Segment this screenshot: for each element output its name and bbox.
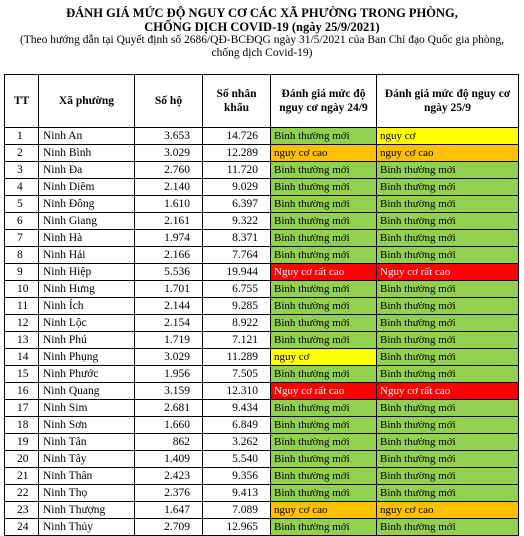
column-header-tt: TT	[5, 75, 39, 128]
households-cell: 2.166	[135, 247, 203, 264]
table-row	[5, 213, 519, 230]
row-number-cell: 14	[5, 349, 39, 366]
row-number-cell: 17	[5, 400, 39, 417]
ward-name-cell: Ninh Hải	[39, 247, 135, 264]
households-cell: 2.709	[135, 519, 203, 536]
population-cell: 7.505	[203, 366, 271, 383]
population-cell: 9.413	[203, 485, 271, 502]
row-number-cell: 6	[5, 213, 39, 230]
households-cell: 2.423	[135, 468, 203, 485]
population-cell: 8.371	[203, 230, 271, 247]
ward-name-cell: Ninh Phú	[39, 332, 135, 349]
population-cell: 8.922	[203, 315, 271, 332]
households-cell: 3.029	[135, 349, 203, 366]
ward-name-cell: Ninh Hà	[39, 230, 135, 247]
assessment-25-9-cell: Bình thường mới	[377, 451, 519, 468]
population-cell: 12.310	[203, 383, 271, 400]
table-row	[5, 502, 519, 519]
ward-name-cell: Ninh Diêm	[39, 179, 135, 196]
ward-name-cell: Ninh Giang	[39, 213, 135, 230]
table-row	[5, 519, 519, 536]
table-row	[5, 247, 519, 264]
ward-name-cell: Ninh Phước	[39, 366, 135, 383]
households-cell: 3.653	[135, 128, 203, 145]
assessment-24-9-cell: Bình thường mới	[271, 519, 377, 536]
assessment-25-9-cell: Bình thường mới	[377, 366, 519, 383]
households-cell: 1.974	[135, 230, 203, 247]
table-row	[5, 162, 519, 179]
ward-name-cell: Ninh Đa	[39, 162, 135, 179]
households-cell: 1.719	[135, 332, 203, 349]
assessment-25-9-cell: Bình thường mới	[377, 468, 519, 485]
table-row	[5, 315, 519, 332]
population-cell: 14.726	[203, 128, 271, 145]
assessment-25-9-cell: nguy cơ cao	[377, 502, 519, 519]
households-cell: 2.681	[135, 400, 203, 417]
ward-name-cell: Ninh Ích	[39, 298, 135, 315]
column-header-assessment-24-9: Đánh giá mức độ nguy cơ ngày 24/9	[271, 75, 377, 128]
table-row	[5, 468, 519, 485]
row-number-cell: 23	[5, 502, 39, 519]
table-row	[5, 349, 519, 366]
assessment-24-9-cell: Bình thường mới	[271, 417, 377, 434]
assessment-24-9-cell: Bình thường mới	[271, 196, 377, 213]
assessment-24-9-cell: Bình thường mới	[271, 366, 377, 383]
column-header-ward: Xã phường	[39, 75, 135, 128]
households-cell: 862	[135, 434, 203, 451]
assessment-24-9-cell: Bình thường mới	[271, 315, 377, 332]
assessment-25-9-cell: Bình thường mới	[377, 434, 519, 451]
population-cell: 3.262	[203, 434, 271, 451]
households-cell: 1.610	[135, 196, 203, 213]
assessment-24-9-cell: Bình thường mới	[271, 213, 377, 230]
row-number-cell: 24	[5, 519, 39, 536]
row-number-cell: 20	[5, 451, 39, 468]
households-cell: 2.760	[135, 162, 203, 179]
assessment-24-9-cell: Bình thường mới	[271, 281, 377, 298]
assessment-25-9-cell: nguy cơ	[377, 128, 519, 145]
row-number-cell: 21	[5, 468, 39, 485]
ward-name-cell: Ninh Thủy	[39, 519, 135, 536]
row-number-cell: 12	[5, 315, 39, 332]
assessment-25-9-cell: nguy cơ cao	[377, 145, 519, 162]
table-row	[5, 298, 519, 315]
table-row	[5, 451, 519, 468]
row-number-cell: 7	[5, 230, 39, 247]
page-subtitle: (Theo hướng dẫn tại Quyết định số 2686/QĐ-BCĐQG ngày 31/5/2021 của Ban Chỉ đạo Quốc gia phòng, chống dịch Covid-19)	[19, 34, 505, 59]
assessment-24-9-cell: Bình thường mới	[271, 485, 377, 502]
row-number-cell: 1	[5, 128, 39, 145]
population-cell: 9.322	[203, 213, 271, 230]
households-cell: 1.956	[135, 366, 203, 383]
ward-name-cell: Ninh Hiệp	[39, 264, 135, 281]
population-cell: 19.944	[203, 264, 271, 281]
assessment-24-9-cell: Bình thường mới	[271, 230, 377, 247]
row-number-cell: 2	[5, 145, 39, 162]
row-number-cell: 18	[5, 417, 39, 434]
households-cell: 2.140	[135, 179, 203, 196]
assessment-24-9-cell: Bình thường mới	[271, 247, 377, 264]
table-row	[5, 145, 519, 162]
households-cell: 5.536	[135, 264, 203, 281]
table-header-row	[5, 75, 519, 128]
table-row	[5, 332, 519, 349]
population-cell: 9.356	[203, 468, 271, 485]
ward-name-cell: Ninh Phụng	[39, 349, 135, 366]
row-number-cell: 8	[5, 247, 39, 264]
table-row	[5, 417, 519, 434]
population-cell: 9.029	[203, 179, 271, 196]
ward-name-cell: Ninh Sơn	[39, 417, 135, 434]
households-cell: 2.154	[135, 315, 203, 332]
column-header-assessment-25-9: Đánh giá mức độ nguy cơ ngày 25/9	[377, 75, 519, 128]
assessment-24-9-cell: Bình thường mới	[271, 468, 377, 485]
population-cell: 6.397	[203, 196, 271, 213]
row-number-cell: 3	[5, 162, 39, 179]
ward-name-cell: Ninh Quang	[39, 383, 135, 400]
households-cell: 3.159	[135, 383, 203, 400]
row-number-cell: 5	[5, 196, 39, 213]
ward-name-cell: Ninh Thượng	[39, 502, 135, 519]
row-number-cell: 22	[5, 485, 39, 502]
table-row	[5, 128, 519, 145]
households-cell: 1.660	[135, 417, 203, 434]
population-cell: 9.285	[203, 298, 271, 315]
page-title-line-1: ĐÁNH GIÁ MỨC ĐỘ NGUY CƠ CÁC XÃ PHƯỜNG TRONG PHÒNG,	[66, 6, 458, 20]
table-row	[5, 434, 519, 451]
table-row	[5, 230, 519, 247]
assessment-24-9-cell: Bình thường mới	[271, 400, 377, 417]
assessment-25-9-cell: Bình thường mới	[377, 281, 519, 298]
column-header-population: Số nhân khẩu	[203, 75, 271, 128]
row-number-cell: 10	[5, 281, 39, 298]
assessment-25-9-cell: Bình thường mới	[377, 230, 519, 247]
row-number-cell: 9	[5, 264, 39, 281]
row-number-cell: 13	[5, 332, 39, 349]
population-cell: 6.849	[203, 417, 271, 434]
column-header-households: Số hộ	[135, 75, 203, 128]
assessment-25-9-cell: Nguy cơ rất cao	[377, 264, 519, 281]
population-cell: 6.755	[203, 281, 271, 298]
table-row	[5, 485, 519, 502]
row-number-cell: 15	[5, 366, 39, 383]
population-cell: 7.121	[203, 332, 271, 349]
ward-name-cell: Ninh Lộc	[39, 315, 135, 332]
ward-name-cell: Ninh Tân	[39, 434, 135, 451]
assessment-24-9-cell: Nguy cơ rất cao	[271, 383, 377, 400]
population-cell: 12.965	[203, 519, 271, 536]
ward-name-cell: Ninh Tây	[39, 451, 135, 468]
table-row	[5, 400, 519, 417]
row-number-cell: 11	[5, 298, 39, 315]
row-number-cell: 19	[5, 434, 39, 451]
table-row	[5, 196, 519, 213]
assessment-25-9-cell: Bình thường mới	[377, 298, 519, 315]
population-cell: 11.289	[203, 349, 271, 366]
table-body	[5, 128, 519, 536]
assessment-24-9-cell: nguy cơ cao	[271, 502, 377, 519]
document-header	[0, 0, 524, 60]
assessment-25-9-cell: Bình thường mới	[377, 162, 519, 179]
assessment-24-9-cell: Bình thường mới	[271, 179, 377, 196]
table-row	[5, 264, 519, 281]
population-cell: 9.434	[203, 400, 271, 417]
risk-assessment-table	[4, 74, 519, 536]
population-cell: 7.764	[203, 247, 271, 264]
population-cell: 11.720	[203, 162, 271, 179]
assessment-25-9-cell: Bình thường mới	[377, 332, 519, 349]
table-row	[5, 383, 519, 400]
page-title-line-2: CHỐNG DỊCH COVID-19 (ngày 25/9/2021)	[144, 20, 380, 34]
households-cell: 1.701	[135, 281, 203, 298]
assessment-24-9-cell: Bình thường mới	[271, 434, 377, 451]
population-cell: 12.289	[203, 145, 271, 162]
assessment-25-9-cell: Bình thường mới	[377, 247, 519, 264]
ward-name-cell: Ninh Sim	[39, 400, 135, 417]
assessment-25-9-cell: Bình thường mới	[377, 349, 519, 366]
assessment-25-9-cell: Bình thường mới	[377, 485, 519, 502]
ward-name-cell: Ninh Hưng	[39, 281, 135, 298]
ward-name-cell: Ninh Bình	[39, 145, 135, 162]
assessment-25-9-cell: Bình thường mới	[377, 179, 519, 196]
assessment-24-9-cell: Bình thường mới	[271, 162, 377, 179]
assessment-25-9-cell: Nguy cơ rất cao	[377, 383, 519, 400]
households-cell: 3.029	[135, 145, 203, 162]
assessment-25-9-cell: Bình thường mới	[377, 213, 519, 230]
table-row	[5, 366, 519, 383]
households-cell: 2.376	[135, 485, 203, 502]
table-row	[5, 179, 519, 196]
households-cell: 1.409	[135, 451, 203, 468]
ward-name-cell: Ninh An	[39, 128, 135, 145]
households-cell: 2.144	[135, 298, 203, 315]
households-cell: 1.647	[135, 502, 203, 519]
ward-name-cell: Ninh Đông	[39, 196, 135, 213]
assessment-24-9-cell: Bình thường mới	[271, 128, 377, 145]
population-cell: 5.540	[203, 451, 271, 468]
assessment-24-9-cell: Bình thường mới	[271, 298, 377, 315]
table-row	[5, 281, 519, 298]
assessment-25-9-cell: Bình thường mới	[377, 196, 519, 213]
assessment-24-9-cell: Bình thường mới	[271, 451, 377, 468]
assessment-24-9-cell: nguy cơ cao	[271, 145, 377, 162]
assessment-24-9-cell: Nguy cơ rất cao	[271, 264, 377, 281]
assessment-25-9-cell: Bình thường mới	[377, 417, 519, 434]
assessment-24-9-cell: Bình thường mới	[271, 332, 377, 349]
assessment-25-9-cell: Bình thường mới	[377, 315, 519, 332]
row-number-cell: 4	[5, 179, 39, 196]
households-cell: 2.161	[135, 213, 203, 230]
assessment-24-9-cell: nguy cơ	[271, 349, 377, 366]
assessment-25-9-cell: Bình thường mới	[377, 400, 519, 417]
ward-name-cell: Ninh Thọ	[39, 485, 135, 502]
row-number-cell: 16	[5, 383, 39, 400]
population-cell: 7.089	[203, 502, 271, 519]
assessment-25-9-cell: Bình thường mới	[377, 519, 519, 536]
ward-name-cell: Ninh Thân	[39, 468, 135, 485]
